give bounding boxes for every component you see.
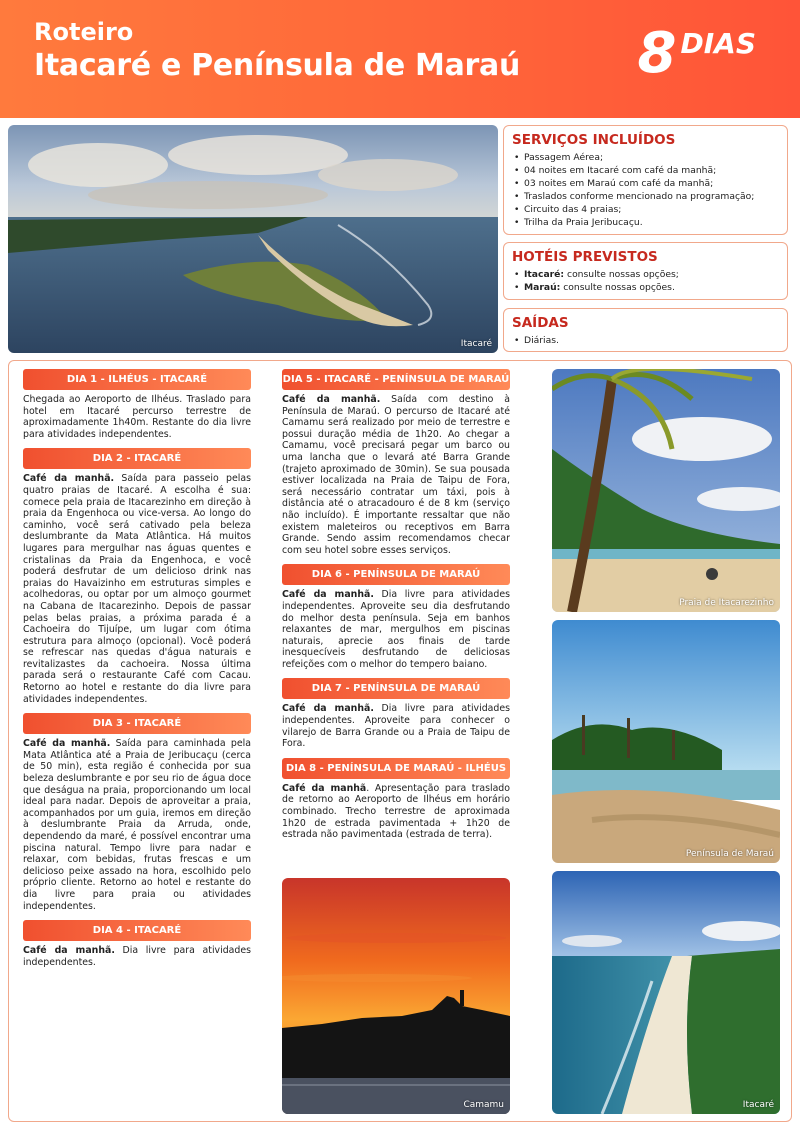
departures-card xyxy=(503,308,788,352)
services-item: • Traslados conforme mencionado na programação; xyxy=(512,190,779,203)
services-title: SERVIÇOS INCLUÍDOS xyxy=(512,132,676,148)
page-header xyxy=(0,0,800,118)
services-item: • Circuito das 4 praias; xyxy=(512,203,779,216)
beach-photo-caption: Península de Maraú xyxy=(685,849,774,859)
services-item: • Passagem Aérea; xyxy=(512,151,779,164)
hotels-item xyxy=(512,268,779,281)
hotel-location: Itacaré: xyxy=(524,269,565,280)
trip-duration xyxy=(638,22,756,86)
day-header: DIA 5 - ITACARÉ - PENÍNSULA DE MARAÚ xyxy=(282,369,510,390)
departures-list xyxy=(512,334,779,347)
day-lead: Café da manhã. xyxy=(23,473,115,485)
day-header: DIA 2 - ITACARÉ xyxy=(23,448,251,469)
coast-photo-caption: Itacaré xyxy=(742,1100,774,1110)
day-header: DIA 7 - PENÍNSULA DE MARAÚ xyxy=(282,678,510,699)
day-body: . Apresentação para traslado de retorno ao Aeroporto de Ilhéus em horário combinado. Trecho terrestre de aproximada 1h20 de estrada pavimentada + 1h20 de estrada não pavimentada (estrada de terra). xyxy=(282,782,510,841)
day-header: DIA 8 - PENÍNSULA DE MARAÚ - ILHÉUS xyxy=(282,758,510,779)
day-body: Dia livre para atividades independentes. xyxy=(23,945,252,968)
duration-number: 8 xyxy=(637,21,677,86)
services-list xyxy=(512,151,779,229)
hotels-title: HOTÉIS PREVISTOS xyxy=(512,249,658,265)
day-lead: Café da manhã. xyxy=(23,945,115,957)
header-kicker: Roteiro xyxy=(34,18,134,46)
services-item: • 04 noites em Itacaré com café da manhã; xyxy=(512,164,779,177)
day-header: DIA 1 - ILHÉUS - ITACARÉ xyxy=(23,369,251,390)
day-description xyxy=(282,589,510,670)
day-lead: Café da manhã. xyxy=(23,738,111,750)
hotel-location: Maraú: xyxy=(524,282,561,293)
day-lead: Café da manhã xyxy=(282,782,367,794)
day-body: Saída para caminhada pela Mata Atlântica até a Praia de Jeribucaçu (cerca de 50 min), esta região é conhecida por sua beleza deslumbrante e por seu rio de água doce que deságua na praia, proporcionando um local ideal para nadar. Depois de aproveitar a praia, acompanhados por um guia, iremos em direção à deslumbrante Praia da Arruda, onde, dependendo da maré, é possível encontrar uma piscina natural. Tempo livre para nadar e relaxar, com bebidas, frutas frescas e um delicioso peixe assado na hora, escolhido pelo próprio cliente. Retorno ao hotel e restante do dia livre para praia ou atividades independentes. xyxy=(23,738,251,912)
beach-photo xyxy=(552,620,780,863)
day-body: Saída para passeio pelas quatro praias de Itacaré. A escolha é sua: comece pela praia de Itacarezinho em direção à praia da Engenhoca ou vice-versa. Ao longo do caminho, você será cativado pela beleza deslumbrante da Mata Atlântica. Há muitos lugares para mergulhar nas águas quentes e cristalinas da Praia da Engenhoca, e você poderá desfrutar de um delicioso drink nas praias do Havaizinho em estruturas simples e acolhedoras, ou optar por um almoço gourmet na Cabana de Itacarezinho. Depois de passar pelas belas praias, a próxima parada é a Cachoeira do Tijuípe, um lugar com ótima estrutura para almoço (opcional). Você poderá se refrescar nas quedas d'água naturais e revitalizastes da cachoeira. Nossa última parada será o restaurante Café com Cacau. Retorno ao hotel e restante do dia livre para atividades independentes. xyxy=(23,473,251,705)
sunset-photo xyxy=(282,878,510,1114)
coast-photo xyxy=(552,871,780,1114)
day-header: DIA 4 - ITACARÉ xyxy=(23,920,251,941)
day-body: Chegada ao Aeroporto de Ilhéus. Traslado para hotel em Itacaré percurso terrestre de aproximadamente 1h40m. Restante do dia livre para atividades independentes. xyxy=(23,394,251,440)
palm-photo-caption: Praia de Itacarezinho xyxy=(679,598,774,608)
day-description xyxy=(23,738,251,912)
departures-item: • Diárias. xyxy=(512,334,779,347)
day-description xyxy=(23,473,251,705)
day-body: Saída com destino à Península de Maraú. O percurso de Itacaré até Camamu será realizado por meio de terrestre e possui duração média de 1h20. Ao chegar a Camamu, você precisará pegar um barco ou uma lancha que o levará até Barra Grande (trajeto aproximado de 30min). Se sua pousada estiver localizada na Praia de Taipu de Fora, será necessário contratar um táxi, pois à distância até o atracadouro é de 8 km (serviço não incluído). É importante ressaltar que não existem maleteiros ou receptivos em Barra Grande. Sendo assim recomendamos checar com seu hotel sobre esses serviços. xyxy=(282,394,510,556)
day-description xyxy=(282,783,510,841)
day-lead: Café da manhã. xyxy=(282,703,374,715)
departures-title: SAÍDAS xyxy=(512,315,569,331)
day-description xyxy=(282,394,510,556)
itinerary-column-1 xyxy=(23,369,251,976)
hotels-item xyxy=(512,281,779,294)
hotels-card xyxy=(503,242,788,300)
hotel-note: consulte nossas opções; xyxy=(564,269,679,280)
day-body: Dia livre para atividades independentes. Aproveite para conhecer o vilarejo de Barra Grande ou a Praia de Taipu de Fora. xyxy=(282,703,511,750)
hotel-note: consulte nossas opções. xyxy=(560,282,675,293)
services-card xyxy=(503,125,788,235)
page-title: Itacaré e Península de Maraú xyxy=(34,48,521,83)
hero-photo xyxy=(8,125,498,353)
hero-photo-caption: Itacaré xyxy=(460,339,492,349)
services-item: • 03 noites em Maraú com café da manhã; xyxy=(512,177,779,190)
sunset-photo-caption: Camamu xyxy=(463,1100,504,1110)
itinerary-column-2 xyxy=(282,369,510,849)
palm-photo xyxy=(552,369,780,612)
duration-unit: DIAS xyxy=(680,27,756,60)
hotels-list xyxy=(512,268,779,294)
day-lead: Café da manhã. xyxy=(282,394,381,405)
day-description xyxy=(282,703,510,749)
day-header: DIA 3 - ITACARÉ xyxy=(23,713,251,734)
day-header: DIA 6 - PENÍNSULA DE MARAÚ xyxy=(282,564,510,585)
day-lead: Café da manhã. xyxy=(282,589,374,601)
services-item: • Trilha da Praia Jeribucaçu. xyxy=(512,216,779,229)
day-description xyxy=(23,945,251,968)
day-body: Dia livre para atividades independentes. Aproveite seu dia desfrutando do melhor desta península. Seja em banhos relaxantes de mar, mergulhos em piscinas naturais, aprecie aos finais de tarde inesquecíveis desfrutando de deliciosas refeições com o melhor do tempero baiano. xyxy=(282,589,511,670)
day-description xyxy=(23,394,251,440)
